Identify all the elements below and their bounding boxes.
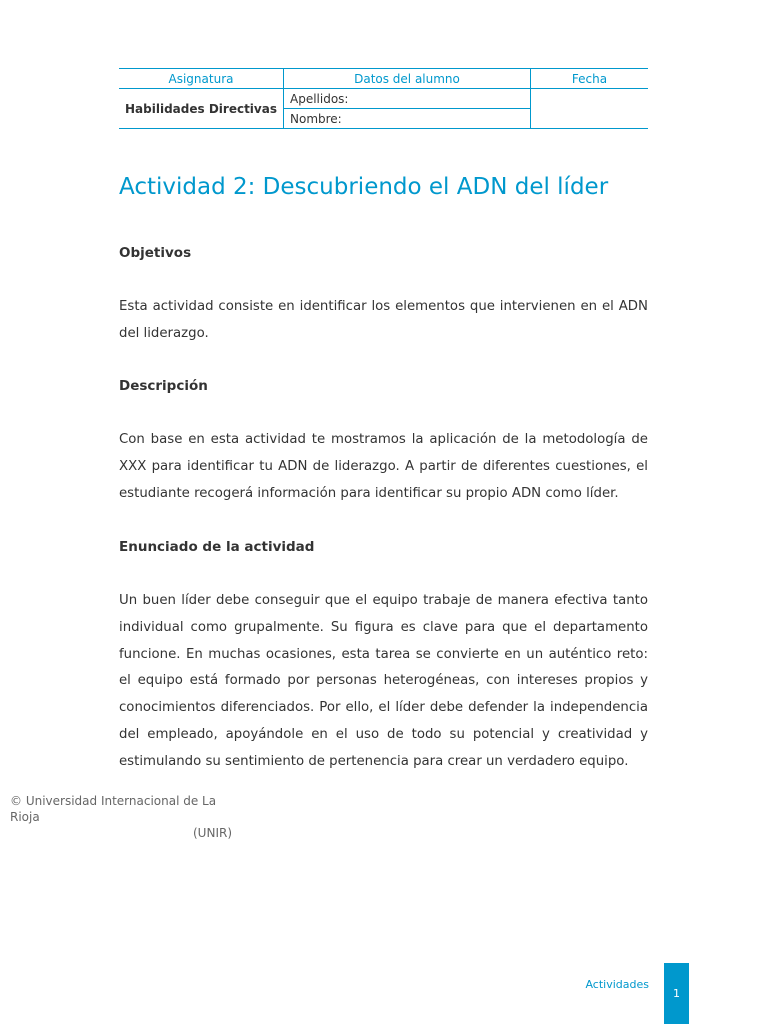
col-student-header: Datos del alumno	[284, 69, 531, 89]
section-heading-descripcion: Descripción	[119, 378, 208, 394]
copyright-line-2: (UNIR)	[193, 826, 232, 840]
col-subject-header: Asignatura	[119, 69, 284, 89]
section-heading-enunciado: Enunciado de la actividad	[119, 539, 315, 555]
copyright-notice	[10, 793, 232, 841]
date-field[interactable]	[531, 89, 649, 129]
header-table	[119, 68, 648, 129]
subject-cell: Habilidades Directivas	[119, 89, 284, 129]
page-number: 1	[673, 987, 680, 1000]
section-heading-objetivos: Objetivos	[119, 245, 192, 261]
section-text-enunciado: Un buen líder debe conseguir que el equipo trabaje de manera efectiva tanto individual como grupalmente. Su figura es clave para que el departamento funcione. En muchas ocasiones, esta tarea se convierte en un auténtico reto: el equipo está formado por personas heterogéneas, con intereses propios y conocimientos diferenciados. Por ello, el líder debe defender la independencia del empleado, apoyándole en el uso de todo su potencial y creatividad y estimulando su sentimiento de pertenencia para crear un verdadero equipo.	[119, 593, 648, 769]
col-date-header: Fecha	[531, 69, 649, 89]
page-number-badge	[664, 963, 689, 1024]
section-text-descripcion: Con base en esta actividad te mostramos la aplicación de la metodología de XXX para identificar tu ADN de liderazgo. A partir de diferentes cuestiones, el estudiante recogerá información para identificar su propio ADN como líder.	[119, 432, 648, 501]
section-text-objetivos: Esta actividad consiste en identificar los elementos que intervienen en el ADN del liderazgo.	[119, 299, 648, 341]
surname-field[interactable]: Apellidos:	[284, 89, 531, 109]
copyright-line-1: © Universidad Internacional de La Rioja	[10, 794, 217, 824]
header-row	[119, 69, 648, 89]
page-title: Actividad 2: Descubriendo el ADN del líder	[119, 174, 609, 200]
footer-section-label: Actividades	[585, 978, 649, 991]
table-row	[119, 89, 648, 109]
name-field[interactable]: Nombre:	[284, 109, 531, 129]
